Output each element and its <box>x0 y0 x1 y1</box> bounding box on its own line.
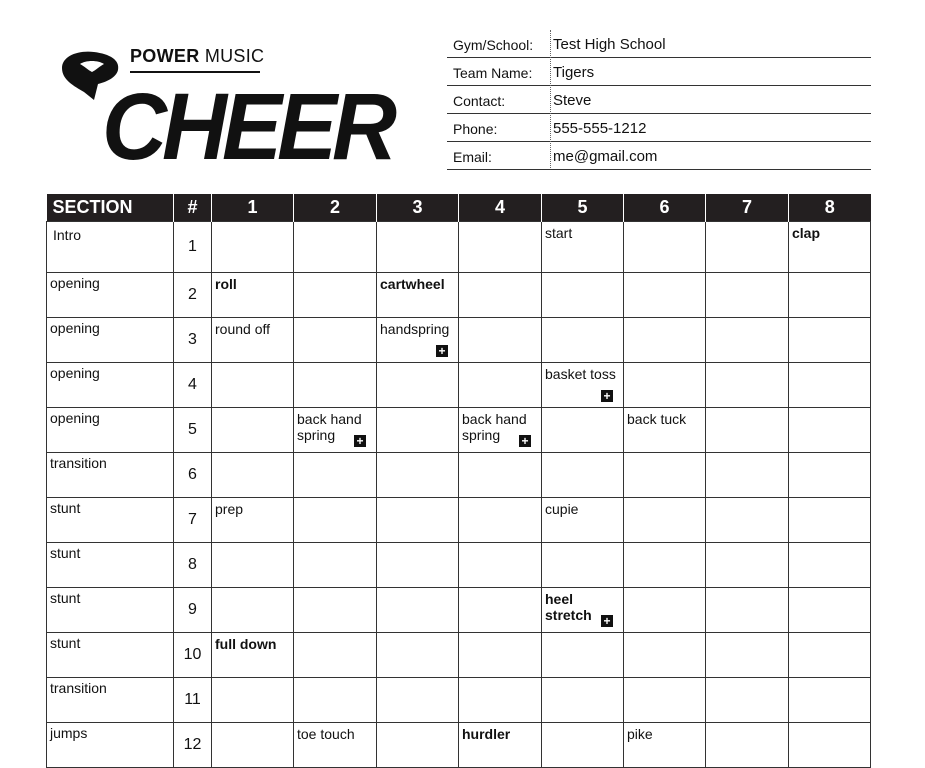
move-text <box>542 408 623 411</box>
section-cell[interactable]: stunt <box>47 498 174 543</box>
count-cell[interactable] <box>542 498 624 543</box>
move-text <box>542 633 623 636</box>
count-cell[interactable] <box>789 318 871 363</box>
count-cell[interactable] <box>542 318 624 363</box>
count-cell[interactable] <box>542 588 624 633</box>
table-row <box>47 453 871 498</box>
move-text <box>212 222 293 225</box>
move-text: hurdler <box>462 726 511 742</box>
move-text <box>377 363 458 366</box>
move-text <box>542 723 623 726</box>
brand-subtitle <box>130 46 264 67</box>
move-text <box>706 543 788 546</box>
count-cell[interactable] <box>212 633 294 678</box>
move-text <box>706 678 788 681</box>
section-cell[interactable]: opening <box>47 273 174 318</box>
count-cell[interactable] <box>542 273 624 318</box>
move-text <box>459 363 541 366</box>
move-text <box>459 678 541 681</box>
move-text <box>706 363 788 366</box>
move-text: back tuck <box>627 411 687 427</box>
count-cell[interactable] <box>706 408 789 453</box>
team-info-block <box>447 30 871 170</box>
column-header: 2 <box>294 194 377 222</box>
count-cell[interactable] <box>459 408 542 453</box>
count-cell[interactable] <box>377 363 459 408</box>
count-cell[interactable] <box>294 588 377 633</box>
expand-plus-icon[interactable]: + <box>601 615 613 627</box>
count-cell[interactable] <box>624 453 706 498</box>
count-cell[interactable] <box>624 363 706 408</box>
move-text <box>624 273 705 276</box>
info-label: Contact: <box>453 93 506 109</box>
row-number-cell: 10 <box>174 633 212 678</box>
move-text: pike <box>627 726 653 742</box>
count-cell[interactable] <box>294 318 377 363</box>
count-cell[interactable] <box>624 723 706 768</box>
move-text <box>542 273 623 276</box>
move-text <box>459 318 541 321</box>
count-cell[interactable] <box>542 363 624 408</box>
row-number-cell: 6 <box>174 453 212 498</box>
count-cell[interactable] <box>377 543 459 588</box>
count-cell[interactable] <box>294 408 377 453</box>
row-number-cell: 7 <box>174 498 212 543</box>
column-header: 8 <box>789 194 871 222</box>
count-cell[interactable] <box>294 543 377 588</box>
count-cell[interactable] <box>212 453 294 498</box>
count-cell[interactable] <box>377 453 459 498</box>
count-cell[interactable] <box>294 498 377 543</box>
move-text <box>706 273 788 276</box>
row-number-cell: 9 <box>174 588 212 633</box>
move-text: handspring <box>380 321 450 337</box>
move-text <box>377 588 458 591</box>
info-divider <box>550 30 551 168</box>
move-text <box>789 543 870 546</box>
move-text <box>212 678 293 681</box>
row-number-cell: 5 <box>174 408 212 453</box>
count-cell[interactable] <box>294 678 377 723</box>
move-text <box>294 222 376 225</box>
count-cell[interactable] <box>294 273 377 318</box>
count-cell[interactable] <box>624 408 706 453</box>
count-cell[interactable] <box>624 498 706 543</box>
move-text: cupie <box>545 501 579 517</box>
move-text <box>294 543 376 546</box>
table-row <box>47 273 871 318</box>
count-cell[interactable] <box>212 678 294 723</box>
count-cell[interactable] <box>789 498 871 543</box>
move-text <box>212 363 293 366</box>
routine-grid <box>46 194 871 768</box>
move-text <box>377 723 458 726</box>
section-cell[interactable]: opening <box>47 408 174 453</box>
column-header: 7 <box>706 194 789 222</box>
move-text: clap <box>792 225 821 241</box>
move-text <box>212 723 293 726</box>
section-cell[interactable]: Intro <box>47 222 174 273</box>
section-cell[interactable]: transition <box>47 678 174 723</box>
move-text: cartwheel <box>380 276 445 292</box>
table-body <box>47 222 871 768</box>
move-text <box>377 498 458 501</box>
count-cell[interactable] <box>377 273 459 318</box>
count-cell[interactable] <box>459 633 542 678</box>
move-text <box>212 543 293 546</box>
count-cell[interactable] <box>459 273 542 318</box>
power-music-cheer-logo <box>58 44 393 181</box>
count-cell[interactable] <box>542 678 624 723</box>
info-row <box>447 142 871 170</box>
count-cell[interactable] <box>789 273 871 318</box>
count-cell[interactable] <box>624 318 706 363</box>
count-cell[interactable] <box>459 678 542 723</box>
count-cell[interactable] <box>542 408 624 453</box>
move-text <box>789 633 870 636</box>
count-cell[interactable] <box>789 588 871 633</box>
column-header: 5 <box>542 194 624 222</box>
move-text <box>294 318 376 321</box>
count-cell[interactable] <box>624 633 706 678</box>
count-cell[interactable] <box>706 498 789 543</box>
move-text <box>294 588 376 591</box>
count-cell[interactable] <box>294 363 377 408</box>
move-text <box>789 318 870 321</box>
count-cell[interactable] <box>624 273 706 318</box>
count-cell[interactable] <box>212 222 294 273</box>
count-cell[interactable] <box>706 318 789 363</box>
column-header: SECTION <box>47 194 174 222</box>
row-number-cell: 12 <box>174 723 212 768</box>
move-text <box>212 408 293 411</box>
table-row <box>47 363 871 408</box>
expand-plus-icon[interactable]: + <box>519 435 531 447</box>
info-value[interactable]: Test High School <box>553 36 666 53</box>
move-text <box>377 222 458 225</box>
move-text <box>459 588 541 591</box>
move-text <box>624 363 705 366</box>
count-cell[interactable] <box>789 408 871 453</box>
count-cell[interactable] <box>459 543 542 588</box>
section-cell[interactable]: jumps <box>47 723 174 768</box>
info-label: Team Name: <box>453 65 533 81</box>
move-text <box>542 318 623 321</box>
move-text: toe touch <box>297 726 355 742</box>
info-row <box>447 30 871 58</box>
count-cell[interactable] <box>377 408 459 453</box>
expand-plus-icon[interactable]: + <box>601 390 613 402</box>
move-text <box>706 723 788 726</box>
move-text: back hand spring <box>297 411 362 443</box>
move-text <box>377 543 458 546</box>
count-cell[interactable] <box>706 222 789 273</box>
move-text <box>789 408 870 411</box>
count-cell[interactable] <box>789 453 871 498</box>
count-cell[interactable] <box>706 633 789 678</box>
move-text <box>377 453 458 456</box>
move-text <box>624 318 705 321</box>
expand-plus-icon[interactable]: + <box>436 345 448 357</box>
brand-music: MUSIC <box>204 46 265 66</box>
brand-power: POWER <box>130 46 200 66</box>
move-text <box>459 543 541 546</box>
table-row <box>47 678 871 723</box>
move-text <box>542 678 623 681</box>
move-text <box>706 633 788 636</box>
row-number-cell: 8 <box>174 543 212 588</box>
count-cell[interactable] <box>212 273 294 318</box>
count-cell[interactable] <box>294 723 377 768</box>
move-text <box>377 408 458 411</box>
count-cell[interactable] <box>624 588 706 633</box>
move-text <box>377 678 458 681</box>
row-number-cell: 2 <box>174 273 212 318</box>
table-row <box>47 588 871 633</box>
move-text <box>789 723 870 726</box>
move-text <box>459 453 541 456</box>
column-header: 4 <box>459 194 542 222</box>
count-cell[interactable] <box>706 678 789 723</box>
move-text <box>624 222 705 225</box>
table-row <box>47 318 871 363</box>
move-text: full down <box>215 636 277 652</box>
count-cell[interactable] <box>377 723 459 768</box>
move-text <box>789 453 870 456</box>
row-number-cell: 4 <box>174 363 212 408</box>
move-text <box>459 498 541 501</box>
info-value[interactable]: me@gmail.com <box>553 148 658 165</box>
count-cell[interactable] <box>377 678 459 723</box>
move-text <box>212 453 293 456</box>
move-text: prep <box>215 501 244 517</box>
count-cell[interactable] <box>459 588 542 633</box>
move-text <box>624 633 705 636</box>
column-header: 6 <box>624 194 706 222</box>
count-cell[interactable] <box>542 633 624 678</box>
section-cell[interactable]: stunt <box>47 543 174 588</box>
move-text <box>624 498 705 501</box>
section-cell[interactable]: stunt <box>47 633 174 678</box>
count-cell[interactable] <box>706 273 789 318</box>
count-cell[interactable] <box>789 363 871 408</box>
info-row <box>447 114 871 142</box>
brand-underline <box>130 71 260 73</box>
count-cell[interactable] <box>542 723 624 768</box>
move-text: heel stretch <box>545 591 592 623</box>
move-text <box>459 222 541 225</box>
section-cell[interactable]: opening <box>47 363 174 408</box>
row-number-cell: 11 <box>174 678 212 723</box>
move-text <box>706 408 788 411</box>
move-text <box>377 633 458 636</box>
move-text <box>706 588 788 591</box>
count-cell[interactable] <box>789 222 871 273</box>
move-text <box>789 273 870 276</box>
count-cell[interactable] <box>212 498 294 543</box>
count-cell[interactable] <box>459 498 542 543</box>
count-cell[interactable] <box>377 633 459 678</box>
info-label: Email: <box>453 149 492 165</box>
info-row <box>447 58 871 86</box>
table-row <box>47 222 871 273</box>
move-text <box>624 453 705 456</box>
count-cell[interactable] <box>706 588 789 633</box>
count-cell[interactable] <box>377 498 459 543</box>
move-text <box>624 543 705 546</box>
count-cell[interactable] <box>212 588 294 633</box>
table-row <box>47 543 871 588</box>
move-text <box>459 273 541 276</box>
count-cell[interactable] <box>377 588 459 633</box>
row-number-cell: 1 <box>174 222 212 273</box>
info-label: Gym/School: <box>453 37 534 53</box>
move-text <box>294 498 376 501</box>
move-text <box>789 678 870 681</box>
column-header: # <box>174 194 212 222</box>
count-cell[interactable] <box>624 222 706 273</box>
count-cell[interactable] <box>542 222 624 273</box>
move-text: roll <box>215 276 237 292</box>
count-cell[interactable] <box>459 453 542 498</box>
count-cell[interactable] <box>706 723 789 768</box>
table-header-row <box>47 194 871 222</box>
section-cell[interactable]: stunt <box>47 588 174 633</box>
count-cell[interactable] <box>789 633 871 678</box>
info-label: Phone: <box>453 121 498 137</box>
move-text <box>706 498 788 501</box>
move-text <box>542 543 623 546</box>
move-text: back hand spring <box>462 411 527 443</box>
count-cell[interactable] <box>459 363 542 408</box>
count-cell[interactable] <box>459 723 542 768</box>
count-cell[interactable] <box>459 318 542 363</box>
count-cell[interactable] <box>212 408 294 453</box>
move-text <box>294 453 376 456</box>
info-row <box>447 86 871 114</box>
count-cell[interactable] <box>542 543 624 588</box>
count-cell[interactable] <box>706 363 789 408</box>
table-row <box>47 498 871 543</box>
move-text <box>789 363 870 366</box>
move-text: start <box>545 225 573 241</box>
row-number-cell: 3 <box>174 318 212 363</box>
column-header: 3 <box>377 194 459 222</box>
column-header: 1 <box>212 194 294 222</box>
section-cell[interactable]: opening <box>47 318 174 363</box>
move-text: basket toss <box>545 366 616 382</box>
count-cell[interactable] <box>624 678 706 723</box>
info-value[interactable]: Tigers <box>553 64 595 81</box>
table-row <box>47 633 871 678</box>
count-cell[interactable] <box>212 543 294 588</box>
count-cell[interactable] <box>212 318 294 363</box>
move-text <box>706 222 788 225</box>
count-cell[interactable] <box>459 222 542 273</box>
count-cell[interactable] <box>212 363 294 408</box>
count-cell[interactable] <box>542 453 624 498</box>
count-cell[interactable] <box>294 453 377 498</box>
count-cell[interactable] <box>294 222 377 273</box>
count-cell[interactable] <box>789 723 871 768</box>
expand-plus-icon[interactable]: + <box>354 435 366 447</box>
section-cell[interactable]: transition <box>47 453 174 498</box>
move-text <box>212 588 293 591</box>
brand-cheer: CHEER <box>102 75 393 181</box>
move-text <box>459 633 541 636</box>
move-text <box>542 453 623 456</box>
move-text <box>624 588 705 591</box>
move-text <box>706 318 788 321</box>
count-cell[interactable] <box>294 633 377 678</box>
move-text <box>789 588 870 591</box>
info-value[interactable]: Steve <box>553 92 592 109</box>
table-row <box>47 723 871 768</box>
move-text <box>789 498 870 501</box>
info-value[interactable]: 555-555-1212 <box>553 120 647 137</box>
table-row <box>47 408 871 453</box>
count-cell[interactable] <box>377 222 459 273</box>
count-cell[interactable] <box>212 723 294 768</box>
move-text <box>294 678 376 681</box>
count-cell[interactable] <box>706 543 789 588</box>
count-cell[interactable] <box>377 318 459 363</box>
move-text <box>624 678 705 681</box>
count-cell[interactable] <box>706 453 789 498</box>
move-text <box>706 453 788 456</box>
count-cell[interactable] <box>789 543 871 588</box>
move-text <box>294 633 376 636</box>
move-text <box>294 363 376 366</box>
count-cell[interactable] <box>789 678 871 723</box>
count-cell[interactable] <box>624 543 706 588</box>
move-text: round off <box>215 321 271 337</box>
move-text <box>294 273 376 276</box>
